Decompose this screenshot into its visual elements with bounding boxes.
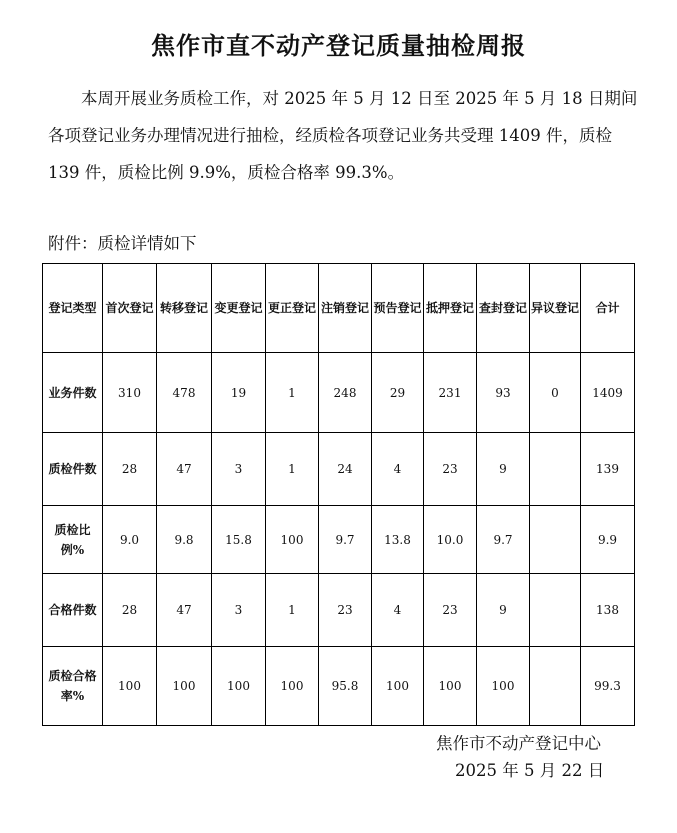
table-row	[43, 647, 635, 726]
header-cell: 预告登记	[372, 264, 424, 353]
table-cell: 15.8	[212, 506, 266, 574]
table-cell: 29	[372, 353, 424, 433]
table-cell: 138	[581, 574, 635, 647]
table-cell: 47	[157, 574, 212, 647]
table-cell: 100	[372, 647, 424, 726]
table-cell: 93	[477, 353, 530, 433]
table-cell	[530, 433, 581, 506]
table-row	[43, 353, 635, 433]
table-cell: 100	[266, 647, 319, 726]
table-cell: 139	[581, 433, 635, 506]
row-label: 业务件数	[43, 353, 103, 433]
table-cell: 9.8	[157, 506, 212, 574]
header-cell: 首次登记	[103, 264, 157, 353]
table-cell: 100	[212, 647, 266, 726]
table-cell: 1409	[581, 353, 635, 433]
table-cell: 9.7	[319, 506, 372, 574]
table-cell: 4	[372, 433, 424, 506]
table-cell: 28	[103, 433, 157, 506]
table-cell: 47	[157, 433, 212, 506]
table-cell: 231	[424, 353, 477, 433]
table-cell: 1	[266, 353, 319, 433]
table-cell: 23	[319, 574, 372, 647]
header-cell: 变更登记	[212, 264, 266, 353]
table-row	[43, 506, 635, 574]
issuing-organization: 焦作市不动产登记中心	[436, 734, 601, 753]
header-cell: 更正登记	[266, 264, 319, 353]
table-cell: 24	[319, 433, 372, 506]
inspection-table	[42, 263, 635, 726]
table-cell: 99.3	[581, 647, 635, 726]
table-cell	[530, 574, 581, 647]
header-cell: 转移登记	[157, 264, 212, 353]
table-cell: 13.8	[372, 506, 424, 574]
attachment-note: 附件：质检详情如下	[48, 234, 197, 253]
table-cell: 23	[424, 433, 477, 506]
table-cell: 9	[477, 433, 530, 506]
header-cell: 合计	[581, 264, 635, 353]
table-cell: 23	[424, 574, 477, 647]
table-cell: 9.0	[103, 506, 157, 574]
table-cell: 9	[477, 574, 530, 647]
table-cell: 9.9	[581, 506, 635, 574]
issue-date: 2025 年 5 月 22 日	[455, 761, 605, 780]
row-label: 质检比例%	[43, 506, 103, 574]
table-cell: 3	[212, 433, 266, 506]
table-cell: 100	[266, 506, 319, 574]
row-label: 合格件数	[43, 574, 103, 647]
table-cell	[530, 506, 581, 574]
table-cell: 478	[157, 353, 212, 433]
table-cell: 310	[103, 353, 157, 433]
header-cell: 抵押登记	[424, 264, 477, 353]
header-row	[43, 264, 635, 353]
table-cell: 1	[266, 433, 319, 506]
header-cell: 查封登记	[477, 264, 530, 353]
table-row	[43, 433, 635, 506]
table-cell	[530, 647, 581, 726]
table-cell: 100	[424, 647, 477, 726]
header-corner: 登记类型	[43, 264, 103, 353]
row-label: 质检件数	[43, 433, 103, 506]
table-cell: 248	[319, 353, 372, 433]
table-cell: 3	[212, 574, 266, 647]
table-cell: 1	[266, 574, 319, 647]
summary-paragraph: 本周开展业务质检工作，对 2025 年 5 月 12 日至 2025 年 5 月 18 日期间各项登记业务办理情况进行抽检，经质检各项登记业务共受理 1409 件，质检 139 件，质检比例 9.9%，质检合格率 99.3%。	[48, 89, 638, 182]
table-cell: 28	[103, 574, 157, 647]
header-cell: 注销登记	[319, 264, 372, 353]
table-cell: 10.0	[424, 506, 477, 574]
table-row	[43, 574, 635, 647]
table-cell: 100	[157, 647, 212, 726]
report-title: 焦作市直不动产登记质量抽检周报	[151, 32, 526, 60]
table-cell: 100	[477, 647, 530, 726]
table-cell: 9.7	[477, 506, 530, 574]
header-cell: 异议登记	[530, 264, 581, 353]
table-cell: 19	[212, 353, 266, 433]
row-label: 质检合格率%	[43, 647, 103, 726]
table-cell: 0	[530, 353, 581, 433]
table-cell: 4	[372, 574, 424, 647]
table-cell: 100	[103, 647, 157, 726]
table-cell: 95.8	[319, 647, 372, 726]
